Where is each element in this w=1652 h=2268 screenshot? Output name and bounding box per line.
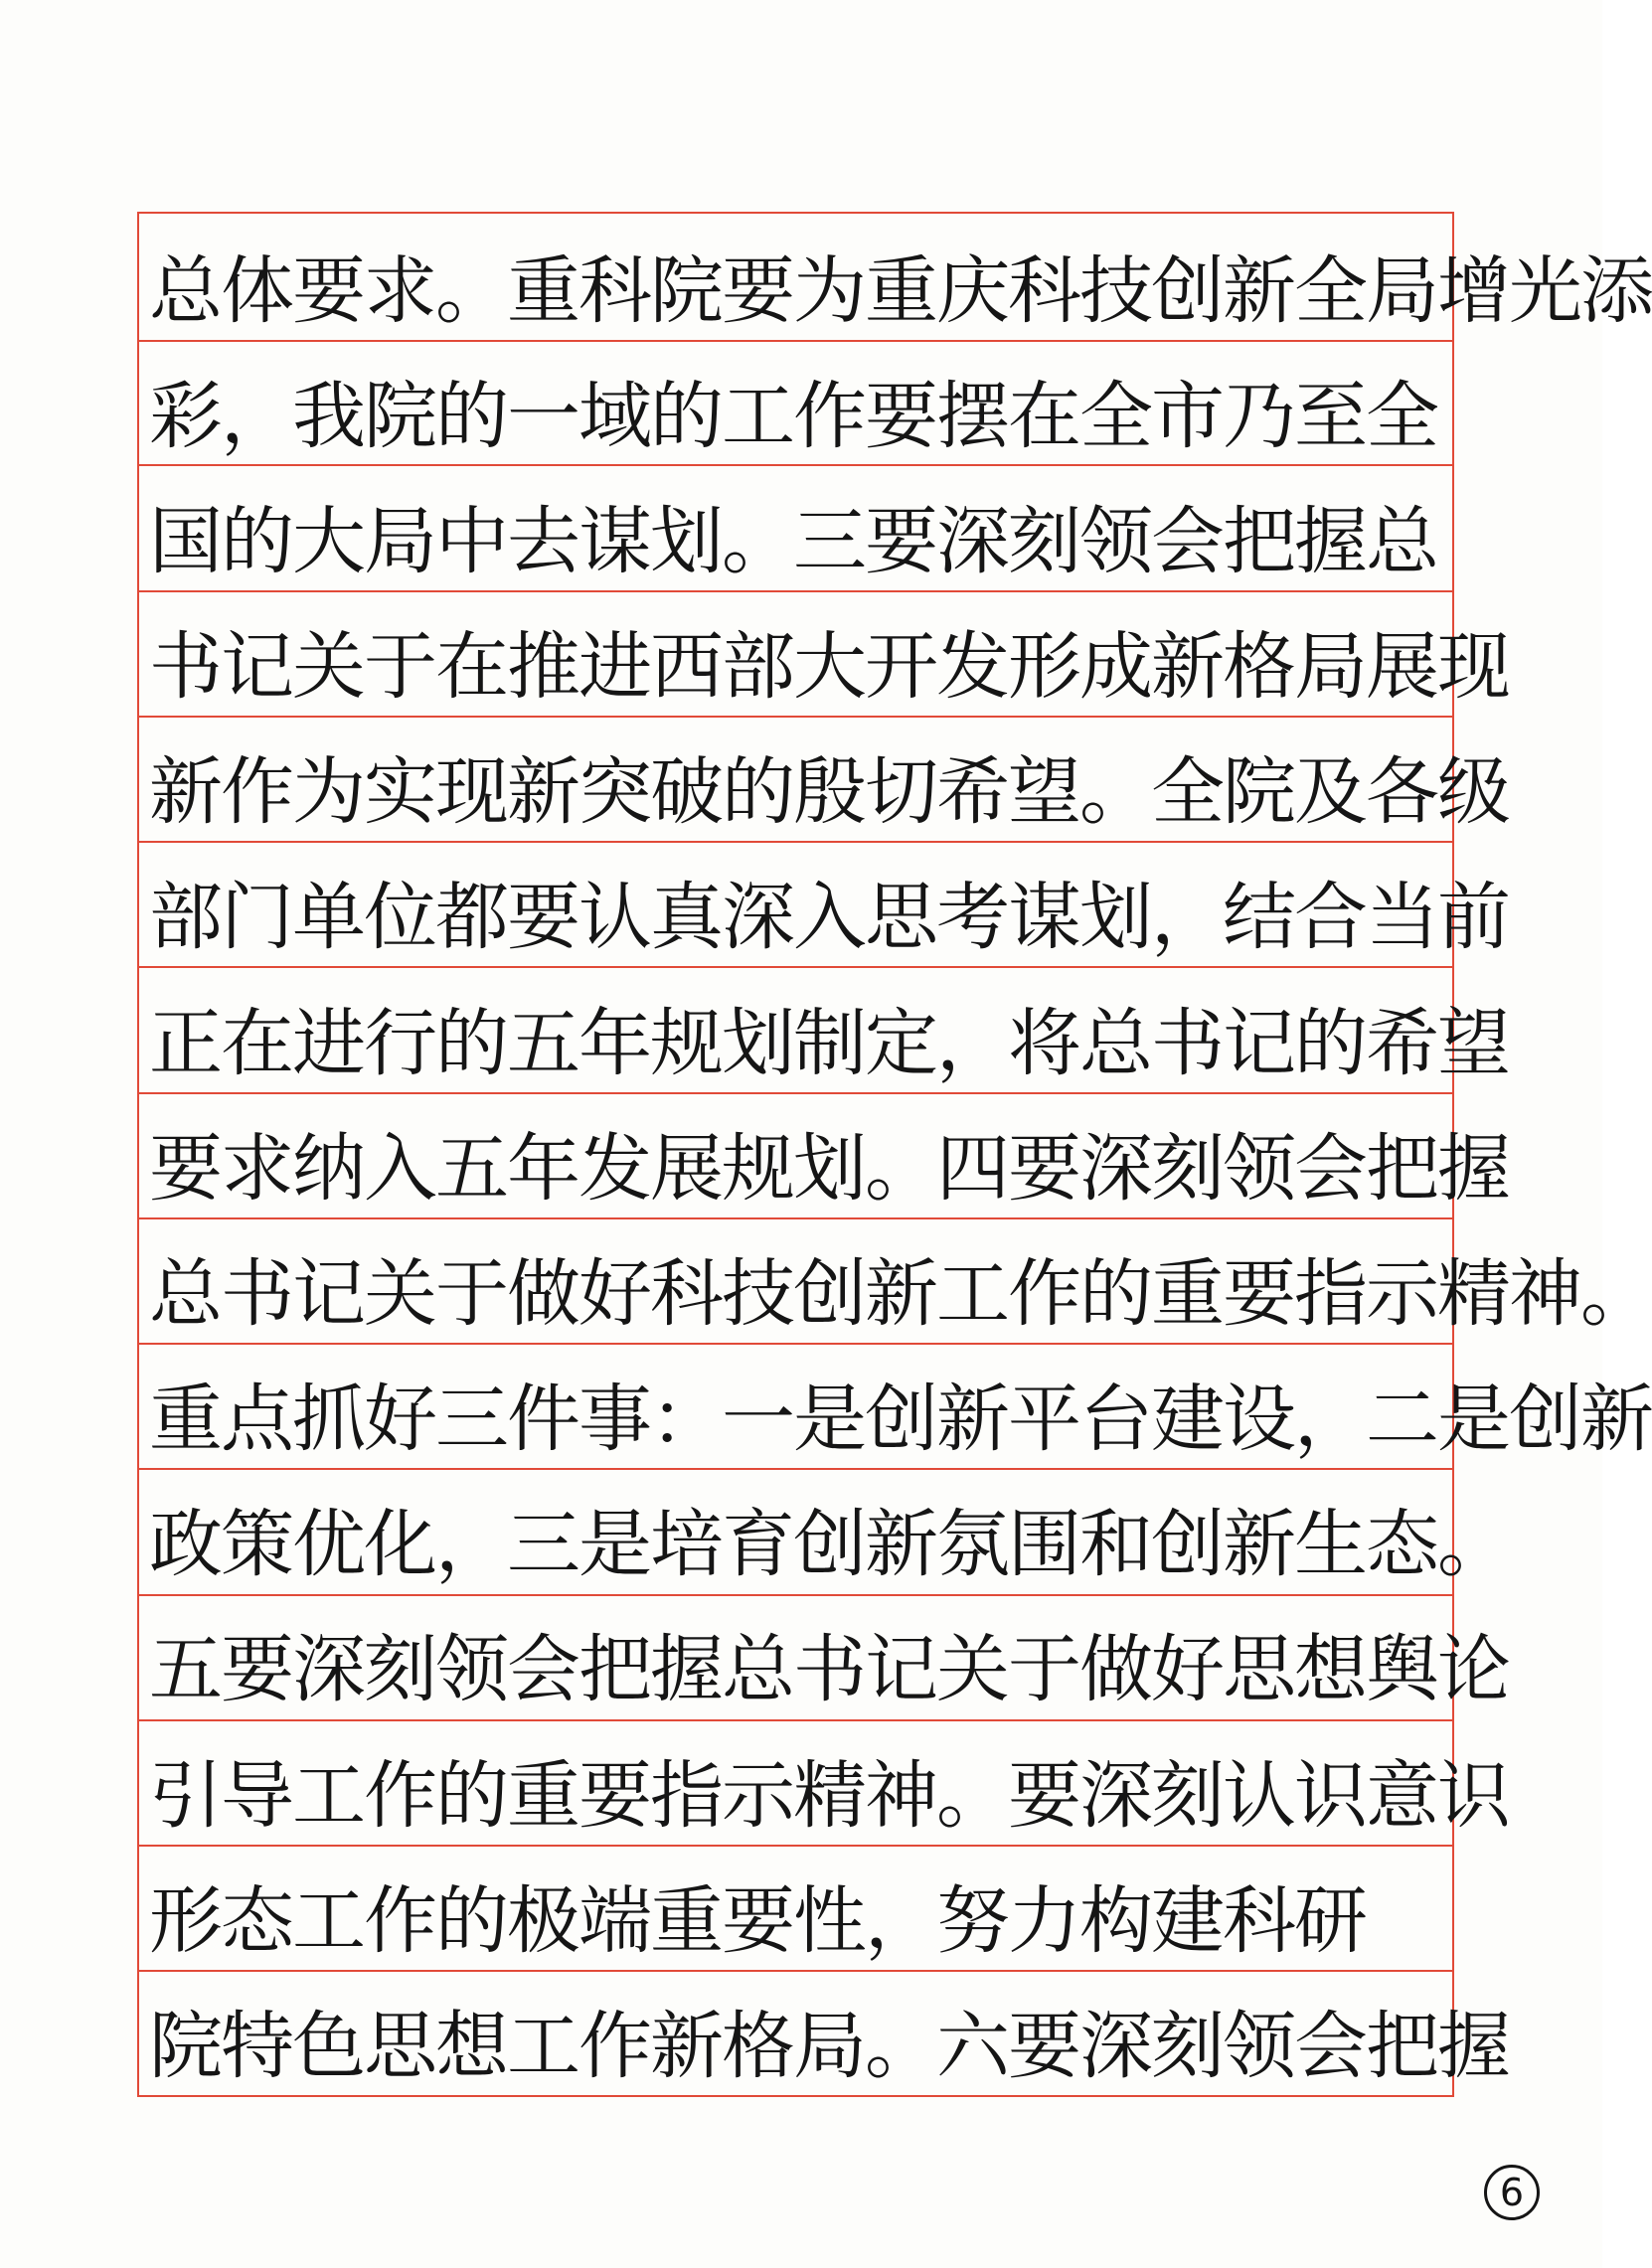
- handwritten-line: 彩，我院的一域的工作要摆在全市乃至全: [149, 374, 1437, 459]
- handwritten-line: 五要深刻领会把握总书记关于做好思想舆论: [149, 1627, 1509, 1712]
- handwritten-line: 总体要求。重科院要为重庆科技创新全局增光添: [149, 248, 1652, 334]
- page-number: 6: [1484, 2165, 1540, 2220]
- handwritten-line: 政策优化，三是培育创新氛围和创新生态。: [149, 1502, 1509, 1587]
- handwritten-line: 国的大局中去谋划。三要深刻领会把握总: [149, 499, 1437, 584]
- ruled-line: [137, 841, 1454, 843]
- ruled-line: [137, 1970, 1454, 1972]
- handwritten-line: 新作为实现新突破的殷切希望。全院及各级: [149, 749, 1509, 835]
- ruled-line: [137, 590, 1454, 592]
- ruled-line: [137, 1594, 1454, 1596]
- handwritten-line: 院特色思想工作新格局。六要深刻领会把握: [149, 2004, 1509, 2089]
- ruled-line: [137, 1468, 1454, 1470]
- handwritten-line: 正在进行的五年规划制定，将总书记的希望: [149, 1001, 1509, 1086]
- ruled-line: [137, 1343, 1454, 1345]
- handwritten-line: 形态工作的极端重要性，努力构建科研: [149, 1878, 1366, 1964]
- ruled-line: [137, 716, 1454, 718]
- ruled-line: [137, 464, 1454, 466]
- handwritten-line: 引导工作的重要指示精神。要深刻认识意识: [149, 1753, 1509, 1839]
- ruled-line: [137, 1092, 1454, 1094]
- handwritten-line: 重点抓好三件事：一是创新平台建设，二是创新: [149, 1377, 1652, 1462]
- ruled-line: [137, 340, 1454, 342]
- handwritten-line: 书记关于在推进西部大开发形成新格局展现: [149, 624, 1509, 710]
- ruled-line: [137, 1845, 1454, 1847]
- handwritten-line: 要求纳入五年发展规划。四要深刻领会把握: [149, 1126, 1509, 1212]
- ruled-line: [137, 966, 1454, 968]
- handwritten-line: 部门单位都要认真深入思考谋划，结合当前: [149, 875, 1509, 960]
- ruled-line: [137, 1719, 1454, 1721]
- ruled-line: [137, 1217, 1454, 1219]
- handwritten-line: 总书记关于做好科技创新工作的重要指示精神。: [149, 1251, 1652, 1337]
